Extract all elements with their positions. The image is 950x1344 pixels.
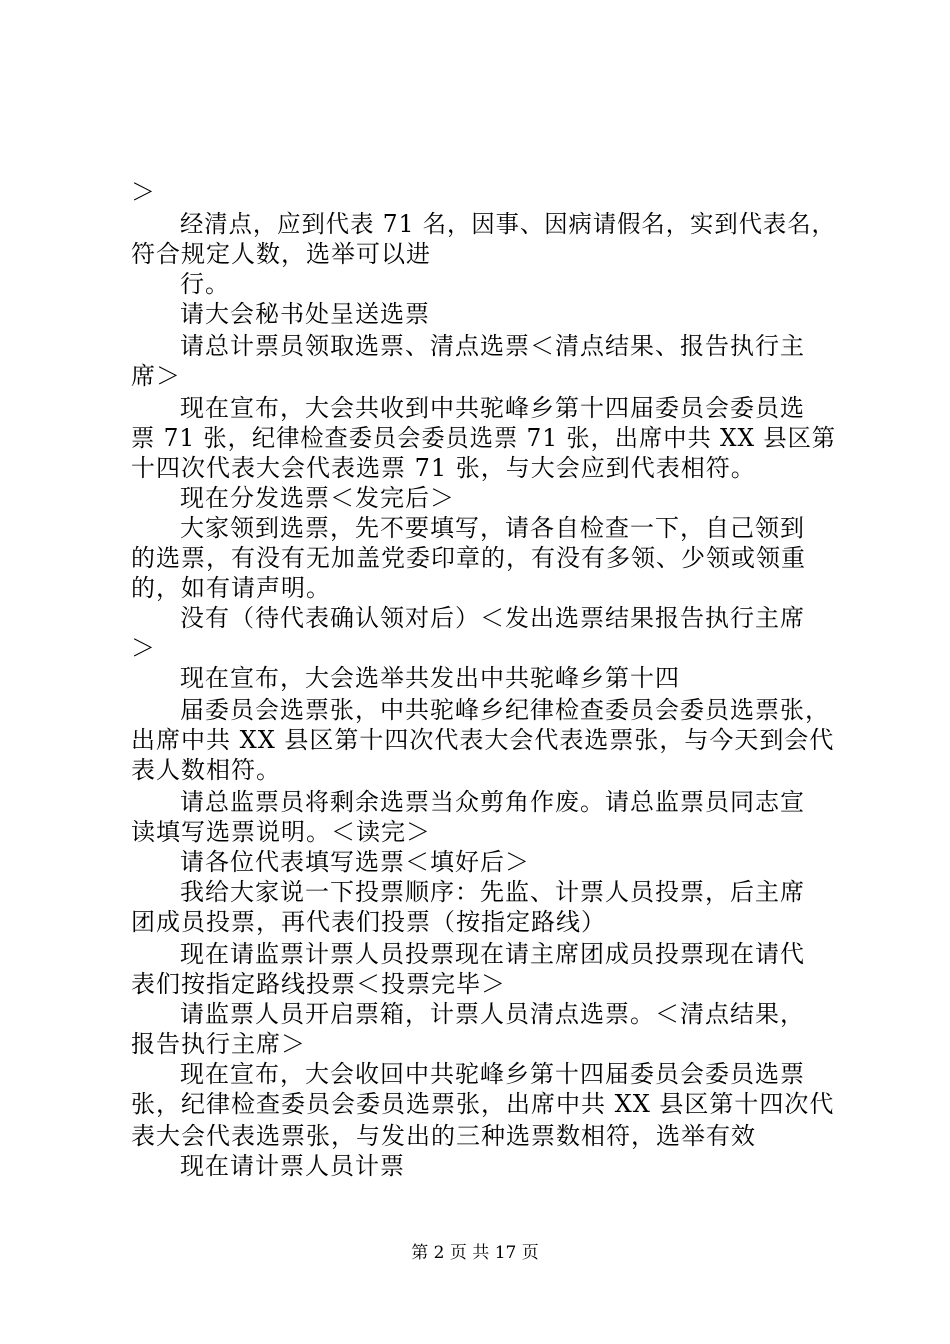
paragraph-line: 现在宣布，大会收回中共驼峰乡第十四届委员会委员选票 (180, 1060, 805, 1088)
paragraph-line: 我给大家说一下投票顺序：先监、计票人员投票，后主席 (180, 878, 805, 906)
text-line: 读填写选票说明。＜读完＞ (131, 818, 431, 846)
paragraph-line: 现在请监票计票人员投票现在请主席团成员投票现在请代 (180, 940, 805, 968)
text-line: 报告执行主席＞ (131, 1030, 306, 1058)
text-line: ＞ (131, 634, 156, 662)
text-line: 席＞ (131, 362, 181, 390)
paragraph-line: 请各位代表填写选票＜填好后＞ (180, 848, 530, 876)
paragraph-line: 现在请计票人员计票 (180, 1152, 405, 1180)
paragraph-line: 届委员会选票张，中共驼峰乡纪律检查委员会委员选票张， (180, 696, 830, 724)
text-line: 团成员投票，再代表们投票（按指定路线） (131, 908, 606, 936)
paragraph-line: 现在宣布，大会共收到中共驼峰乡第十四届委员会委员选 (180, 394, 805, 422)
text-line: 的，如有请声明。 (131, 574, 331, 602)
paragraph-line: 行。 (180, 270, 230, 298)
text-line: 票 71 张，纪律检查委员会委员选票 71 张，出席中共 XX 县区第 (131, 424, 837, 452)
paragraph-line: 请总监票员将剩余选票当众剪角作废。请总监票员同志宣 (180, 788, 805, 816)
text-line: ＞ (131, 178, 156, 206)
text-line: 十四次代表大会代表选票 71 张，与大会应到代表相符。 (131, 454, 756, 482)
text-line: 符合规定人数，选举可以进 (131, 240, 431, 268)
paragraph-line: 请监票人员开启票箱，计票人员清点选票。＜清点结果， (180, 1000, 805, 1028)
text-line: 的选票，有没有无加盖党委印章的，有没有多领、少领或领重 (131, 544, 806, 572)
paragraph-line: 没有（待代表确认领对后）＜发出选票结果报告执行主席 (180, 604, 805, 632)
paragraph-line: 大家领到选票，先不要填写，请各自检查一下，自己领到 (180, 514, 805, 542)
paragraph-line: 现在分发选票＜发完后＞ (180, 484, 455, 512)
page-number-label: 第 2 页 共 17 页 (411, 1243, 539, 1263)
paragraph-line: 现在宣布，大会选举共发出中共驼峰乡第十四 (180, 664, 680, 692)
page-footer (0, 1242, 950, 1264)
paragraph-line: 经清点，应到代表 71 名，因事、因病请假名，实到代表名， (180, 210, 836, 238)
paragraph-line: 请大会秘书处呈送选票 (180, 300, 430, 328)
text-line: 张，纪律检查委员会委员选票张，出席中共 XX 县区第十四次代 (131, 1090, 835, 1118)
paragraph-line: 请总计票员领取选票、清点选票＜清点结果、报告执行主 (180, 332, 805, 360)
text-line: 表大会代表选票张，与发出的三种选票数相符，选举有效 (131, 1122, 756, 1150)
text-line: 表人数相符。 (131, 756, 281, 784)
text-line: 表们按指定路线投票＜投票完毕＞ (131, 970, 506, 998)
text-line: 出席中共 XX 县区第十四次代表大会代表选票张，与今天到会代 (131, 726, 835, 754)
